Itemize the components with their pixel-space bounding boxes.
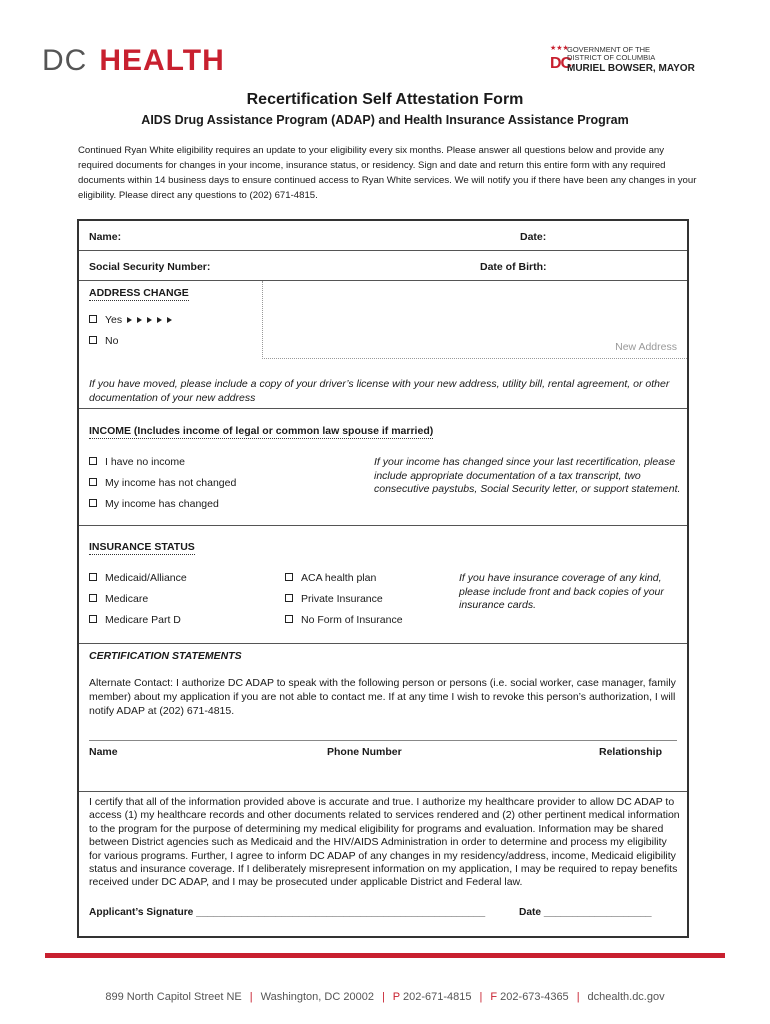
insurance-option-label: ACA health plan	[301, 572, 377, 584]
income-option-not-changed[interactable]	[89, 477, 236, 489]
certify-paragraph: I certify that all of the information provided above is accurate and true. I authorize my healthcare provider to allow DC ADAP to access (1) my healthcare records and other documents related to services rendered and (2) other pertinent medical information to the program for the purpose of determining my medical eligibility for programs and evaluation. Information may be shared between District agencies such as Medicaid and the HIV/AIDS Administration in order to determine and process my eligibility for various programs. Further, I agree to inform DC ADAP of any changes in my residency/address, income, Medicaid eligibility status and insurance coverage. If I deliberately misrepresent information on my application, I may be required to repay benefits received under DC ADAP, and I may be prosecuted under applicable District and Federal law.	[89, 796, 680, 889]
insurance-option-medicaid[interactable]	[89, 572, 187, 584]
income-option-changed[interactable]	[89, 498, 219, 510]
flag-stars-icon: ★★★	[550, 45, 569, 52]
checkbox-icon[interactable]	[89, 478, 97, 486]
address-section	[79, 281, 687, 409]
footer-separator: |	[249, 991, 253, 1003]
gov-line-1: GOVERNMENT OF THE	[567, 45, 651, 54]
alternate-contact-line[interactable]	[89, 740, 677, 741]
checkbox-icon[interactable]	[285, 573, 293, 581]
gov-mayor: MURIEL BOWSER, MAYOR	[567, 63, 695, 74]
income-section	[79, 409, 687, 526]
footer-website-link[interactable]: dchealth.dc.gov	[587, 991, 665, 1003]
contact-phone-label: Phone Number	[327, 746, 402, 758]
insurance-option-label: No Form of Insurance	[301, 614, 403, 626]
insurance-option-label: Medicare Part D	[105, 614, 181, 626]
contact-name-label: Name	[89, 746, 118, 758]
checkbox-icon[interactable]	[89, 594, 97, 602]
footer-address: 899 North Capitol Street NE	[105, 991, 242, 1003]
insurance-option-none[interactable]	[285, 614, 403, 626]
address-heading: ADDRESS CHANGE	[89, 287, 189, 299]
dc-health-logo	[42, 44, 225, 78]
checkbox-icon[interactable]	[89, 615, 97, 623]
gov-line-2: DISTRICT OF COLUMBIA	[567, 53, 656, 62]
footer-separator: |	[576, 991, 580, 1003]
footer-fax-prefix: F	[490, 991, 498, 1003]
name-date-row	[79, 221, 687, 251]
address-yes-option[interactable]	[89, 314, 172, 326]
new-address-input[interactable]	[262, 281, 687, 359]
applicant-signature-field[interactable]: Applicant’s Signature ___________________________________________________	[89, 907, 486, 918]
logo-health: HEALTH	[99, 44, 225, 77]
insurance-option-label: Medicaid/Alliance	[105, 572, 187, 584]
arrow-right-icon	[137, 317, 142, 323]
income-option-no-income[interactable]	[89, 456, 185, 468]
footer-divider	[45, 953, 725, 958]
footer-phone: 202-671-4815	[403, 991, 472, 1003]
checkbox-icon[interactable]	[89, 499, 97, 507]
ssn-dob-row	[79, 251, 687, 281]
date-field[interactable]: Date:	[520, 231, 547, 243]
footer-fax: 202-673-4365	[500, 991, 569, 1003]
certification-section	[79, 644, 687, 792]
checkbox-icon[interactable]	[89, 457, 97, 465]
footer-city: Washington, DC 20002	[260, 991, 374, 1003]
checkbox-icon[interactable]	[89, 315, 97, 323]
insurance-option-label: Medicare	[105, 593, 149, 605]
income-heading: INCOME (Includes income of legal or common law spouse if married)	[89, 425, 434, 437]
recertification-form	[77, 219, 689, 938]
arrow-right-icon	[167, 317, 172, 323]
checkbox-icon[interactable]	[89, 336, 97, 344]
income-option-label: My income has not changed	[105, 477, 237, 489]
insurance-note: If you have insurance coverage of any kind, please include front and back copies of your insurance cards.	[459, 572, 664, 611]
certification-heading: CERTIFICATION STATEMENTS	[89, 650, 242, 662]
income-option-label: I have no income	[105, 456, 185, 468]
government-logo	[550, 45, 695, 77]
footer-phone-prefix: P	[392, 991, 400, 1003]
arrow-right-icon	[157, 317, 162, 323]
insurance-option-aca[interactable]	[285, 572, 376, 584]
insurance-option-medicare-part-d[interactable]	[89, 614, 181, 626]
checkbox-icon[interactable]	[285, 615, 293, 623]
alternate-contact-text: Alternate Contact: I authorize DC ADAP to speak with the following person or persons (i.e. social worker, case manager, family member) about my application if you are not able to contact me. If at any time I wish to revoke this person’s authorization, I will notify ADAP at (202) 671-4815.	[89, 677, 676, 717]
insurance-option-medicare[interactable]	[89, 593, 148, 605]
footer-contact	[0, 991, 770, 1003]
footer-separator: |	[381, 991, 385, 1003]
signature-date-field[interactable]: Date ___________________	[519, 907, 652, 918]
checkbox-icon[interactable]	[285, 594, 293, 602]
intro-paragraph: Continued Ryan White eligibility requires an update to your eligibility every six months. Please answer all questions below and provide any required documents for changes in your income, insurance status, or residency. Sign and date and return this entire form with any required documents within 14 business days to ensure continued access to Ryan White services. We will notify you if there have been any changes in your eligibility. Please direct any questions to (202) 671-4815.	[78, 145, 697, 201]
insurance-heading: INSURANCE STATUS	[89, 541, 195, 553]
arrow-right-icon	[147, 317, 152, 323]
insurance-option-private[interactable]	[285, 593, 383, 605]
address-note: If you have moved, please include a copy of your driver’s license with your new address, utility bill, rental agreement, or other documentation of your new address	[89, 378, 670, 404]
contact-relationship-label: Relationship	[599, 746, 663, 758]
logo-dc: DC	[42, 44, 88, 77]
ssn-field[interactable]: Social Security Number:	[89, 261, 211, 273]
address-no-option[interactable]	[89, 335, 118, 347]
page-title: Recertification Self Attestation Form	[246, 91, 524, 108]
footer-separator: |	[479, 991, 483, 1003]
income-note: If your income has changed since your last recertification, please include appropriate documentation of a tax transcript, two consecutive paystubs, Social Security letter, or support statement.	[374, 456, 681, 495]
name-field[interactable]: Name:	[89, 231, 122, 243]
gov-dc-mark: DC	[550, 55, 572, 72]
address-yes-label: Yes	[105, 314, 123, 326]
checkbox-icon[interactable]	[89, 573, 97, 581]
arrow-right-icon	[127, 317, 132, 323]
insurance-option-label: Private Insurance	[301, 593, 383, 605]
page-subtitle: AIDS Drug Assistance Program (ADAP) and Health Insurance Assistance Program	[141, 113, 629, 127]
insurance-section	[79, 526, 687, 644]
new-address-placeholder: New Address	[615, 341, 677, 353]
dob-field[interactable]: Date of Birth:	[480, 261, 547, 273]
income-option-label: My income has changed	[105, 498, 219, 510]
address-no-label: No	[105, 335, 119, 347]
